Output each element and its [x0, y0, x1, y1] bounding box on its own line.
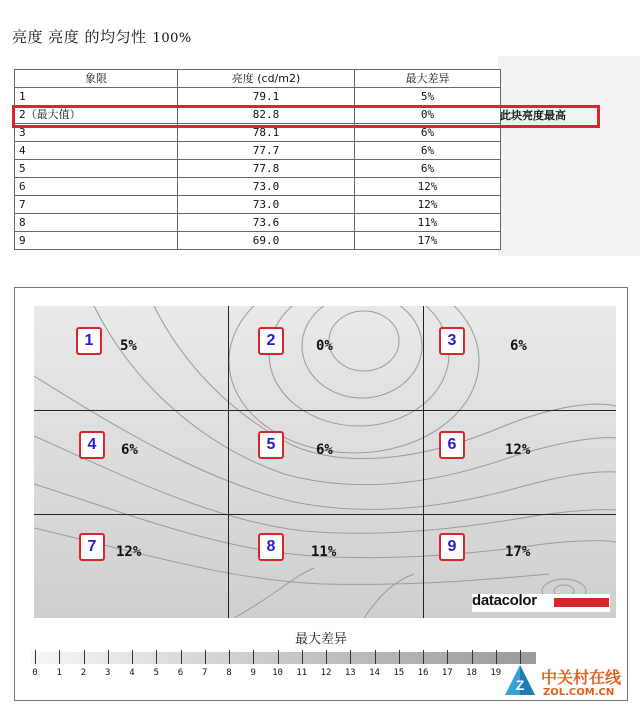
scale-tick-label: 17 [441, 668, 453, 678]
watermark-cn: 中关村在线 [541, 668, 622, 687]
zone-5-percent: 6% [316, 442, 333, 458]
watermark-en: ZOL.COM.CN [543, 687, 615, 698]
scale-tick [302, 650, 303, 664]
table-row [15, 196, 501, 214]
zone-2-percent: 0% [316, 338, 333, 354]
scale-tick-label: 10 [272, 668, 283, 678]
scale-tick-label: 0 [32, 668, 38, 678]
scale-tick-label: 4 [129, 668, 135, 678]
zol-logo-icon [505, 665, 535, 695]
brand-word: datacolor [472, 592, 537, 609]
cell-max-diff: 5% [355, 88, 501, 106]
scale-tick-label: 16 [417, 668, 429, 678]
scale-tick [205, 650, 206, 664]
scale-tick-label: 18 [466, 668, 477, 678]
scale-tick-label: 5 [153, 668, 159, 678]
scale-tick-label: 13 [344, 668, 356, 678]
zone-1-percent: 5% [120, 338, 137, 354]
table-row [15, 214, 501, 232]
zone-8-number: 8 [258, 533, 284, 561]
cell-max-diff: 12% [355, 196, 501, 214]
scale-tick-label: 2 [80, 668, 87, 678]
scale-tick [108, 650, 109, 664]
scale-tick [447, 650, 448, 664]
uniformity-figure [14, 287, 628, 701]
cell-luminance: 73.0 [178, 196, 355, 214]
zone-4-number: 4 [79, 431, 105, 459]
table-row [15, 88, 501, 106]
scale-tick-label: 11 [296, 668, 308, 678]
scale-tick [278, 650, 279, 664]
cell-luminance: 69.0 [178, 232, 355, 250]
cell-max-diff: 6% [355, 124, 501, 142]
cell-max-diff: 6% [355, 142, 501, 160]
cell-quadrant: 6 [15, 178, 178, 196]
scale-title: 最大差异 [294, 632, 347, 647]
scale-tick [35, 650, 36, 664]
scale-tick-label: 8 [226, 668, 232, 678]
scale-tick [375, 650, 376, 664]
scale-tick-label: 14 [369, 668, 380, 678]
cell-max-diff: 6% [355, 160, 501, 178]
cell-quadrant: 7 [15, 196, 178, 214]
uniformity-table [14, 69, 501, 250]
scale-tick [326, 650, 327, 664]
page-title [12, 26, 192, 47]
scale-tick-label: 19 [490, 668, 502, 678]
zone-4-percent: 6% [121, 442, 138, 458]
cell-luminance: 73.6 [178, 214, 355, 232]
scale-tick [59, 650, 60, 664]
scale-tick [132, 650, 133, 664]
scale-tick-label: 1 [56, 668, 62, 678]
scale-tick [84, 650, 85, 664]
table-header-row [15, 70, 501, 88]
highlight-note: 此块亮度最高 [500, 109, 566, 122]
zone-3-percent: 6% [510, 338, 527, 354]
brand-bar [554, 598, 609, 607]
cell-luminance: 78.1 [178, 124, 355, 142]
cell-luminance: 73.0 [178, 178, 355, 196]
svg-text:Z: Z [515, 677, 525, 693]
cell-luminance: 77.8 [178, 160, 355, 178]
zone-8-percent: 11% [311, 544, 337, 560]
table-row [15, 232, 501, 250]
col-quadrant: 象限 [15, 70, 178, 88]
zone-7-number: 7 [79, 533, 105, 561]
cell-quadrant: 1 [15, 88, 178, 106]
scale-tick-label: 7 [202, 668, 208, 678]
table-row [15, 178, 501, 196]
table-row [15, 142, 501, 160]
contour-plot [34, 306, 616, 618]
cell-max-diff: 0% [355, 106, 501, 124]
scale-tick-label: 6 [177, 668, 184, 678]
cell-luminance: 82.8 [178, 106, 355, 124]
cell-luminance: 79.1 [178, 88, 355, 106]
cell-luminance: 77.7 [178, 142, 355, 160]
zone-6-number: 6 [439, 431, 465, 459]
scale-tick [229, 650, 230, 664]
scale-tick [253, 650, 254, 664]
cell-max-diff: 17% [355, 232, 501, 250]
cell-quadrant: 4 [15, 142, 178, 160]
scale-tick-label: 9 [250, 668, 256, 678]
scale-tick [350, 650, 351, 664]
scale-tick-label: 3 [105, 668, 111, 678]
cell-quadrant: 8 [15, 214, 178, 232]
cell-max-diff: 12% [355, 178, 501, 196]
cell-max-diff: 11% [355, 214, 501, 232]
scale-tick [423, 650, 424, 664]
col-luminance: 亮度 (cd/m2) [178, 70, 355, 88]
zone-7-percent: 12% [116, 544, 142, 560]
zone-1-number: 1 [76, 327, 102, 355]
scale-tick [399, 650, 400, 664]
datacolor-logo [472, 594, 610, 612]
scale-tick-label: 15 [393, 668, 405, 678]
table-row [15, 160, 501, 178]
cell-quadrant: 2（最大值） [15, 106, 178, 124]
zol-watermark [493, 655, 633, 707]
col-max-diff: 最大差异 [355, 70, 501, 88]
zone-5-number: 5 [258, 431, 284, 459]
zone-3-number: 3 [439, 327, 465, 355]
cell-quadrant: 5 [15, 160, 178, 178]
cell-quadrant: 9 [15, 232, 178, 250]
title-text: 亮度 亮度 的均匀性 [12, 28, 147, 46]
cell-quadrant: 3 [15, 124, 178, 142]
scale-tick [181, 650, 182, 664]
scale-tick [156, 650, 157, 664]
zone-9-number: 9 [439, 533, 465, 561]
scale-tick [472, 650, 473, 664]
title-percent: 100% [152, 31, 192, 46]
scale-tick-label: 12 [320, 668, 332, 678]
zone-9-percent: 17% [505, 544, 531, 560]
difference-scale [31, 646, 536, 678]
zone-2-number: 2 [258, 327, 284, 355]
zone-6-percent: 12% [505, 442, 531, 458]
